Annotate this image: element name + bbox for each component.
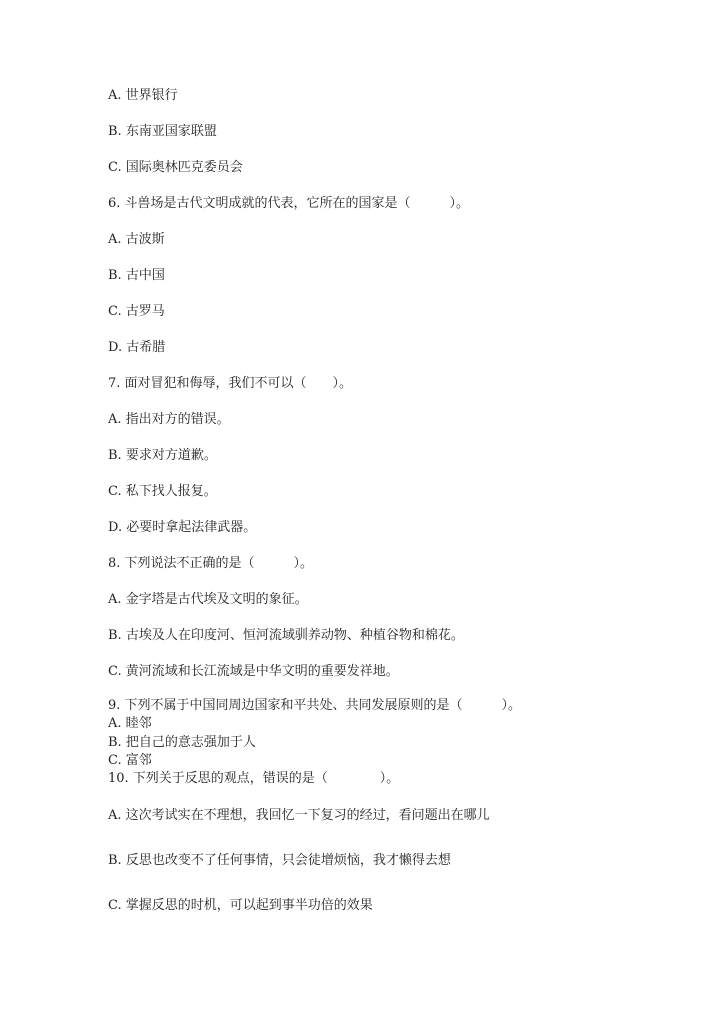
option-6-d: D. 古希腊 [108, 340, 166, 355]
option-5-a: A. 世界银行 [108, 88, 178, 103]
option-8-b: B. 古埃及人在印度河、恒河流域驯养动物、种植谷物和棉花。 [108, 628, 464, 643]
question-10: 10. 下列关于反思的观点，错误的是（ ）。 [108, 771, 400, 786]
option-6-a: A. 古波斯 [108, 232, 165, 247]
option-7-a: A. 指出对方的错误。 [108, 412, 230, 427]
option-7-b: B. 要求对方道歉。 [108, 448, 217, 463]
option-9-a: A. 睦邻 [108, 716, 152, 731]
option-6-c: C. 古罗马 [108, 304, 165, 319]
option-9-c: C. 富邻 [108, 753, 152, 768]
option-7-d: D. 必要时拿起法律武器。 [108, 520, 257, 535]
option-6-b: B. 古中国 [108, 268, 165, 283]
option-8-c: C. 黄河流域和长江流域是中华文明的重要发祥地。 [108, 664, 399, 679]
option-8-a: A. 金字塔是古代埃及文明的象征。 [108, 592, 308, 607]
option-7-c: C. 私下找人报复。 [108, 484, 217, 499]
question-9: 9. 下列不属于中国同周边国家和平共处、共同发展原则的是（ ）。 [108, 698, 522, 713]
option-9-b: B. 把自己的意志强加于人 [108, 735, 256, 750]
question-6: 6. 斗兽场是古代文明成就的代表，它所在的国家是（ ）。 [108, 196, 470, 211]
question-8: 8. 下列说法不正确的是（ ）。 [108, 556, 314, 571]
option-10-b: B. 反思也改变不了任何事情，只会徒增烦恼，我才懒得去想 [108, 853, 451, 868]
option-5-b: B. 东南亚国家联盟 [108, 124, 217, 139]
question-7: 7. 面对冒犯和侮辱，我们不可以（ ）。 [108, 376, 353, 391]
option-5-c: C. 国际奥林匹克委员会 [108, 160, 243, 175]
option-10-c: C. 掌握反思的时机，可以起到事半功倍的效果 [108, 898, 373, 913]
option-10-a: A. 这次考试实在不理想，我回忆一下复习的经过，看问题出在哪儿 [108, 808, 490, 823]
